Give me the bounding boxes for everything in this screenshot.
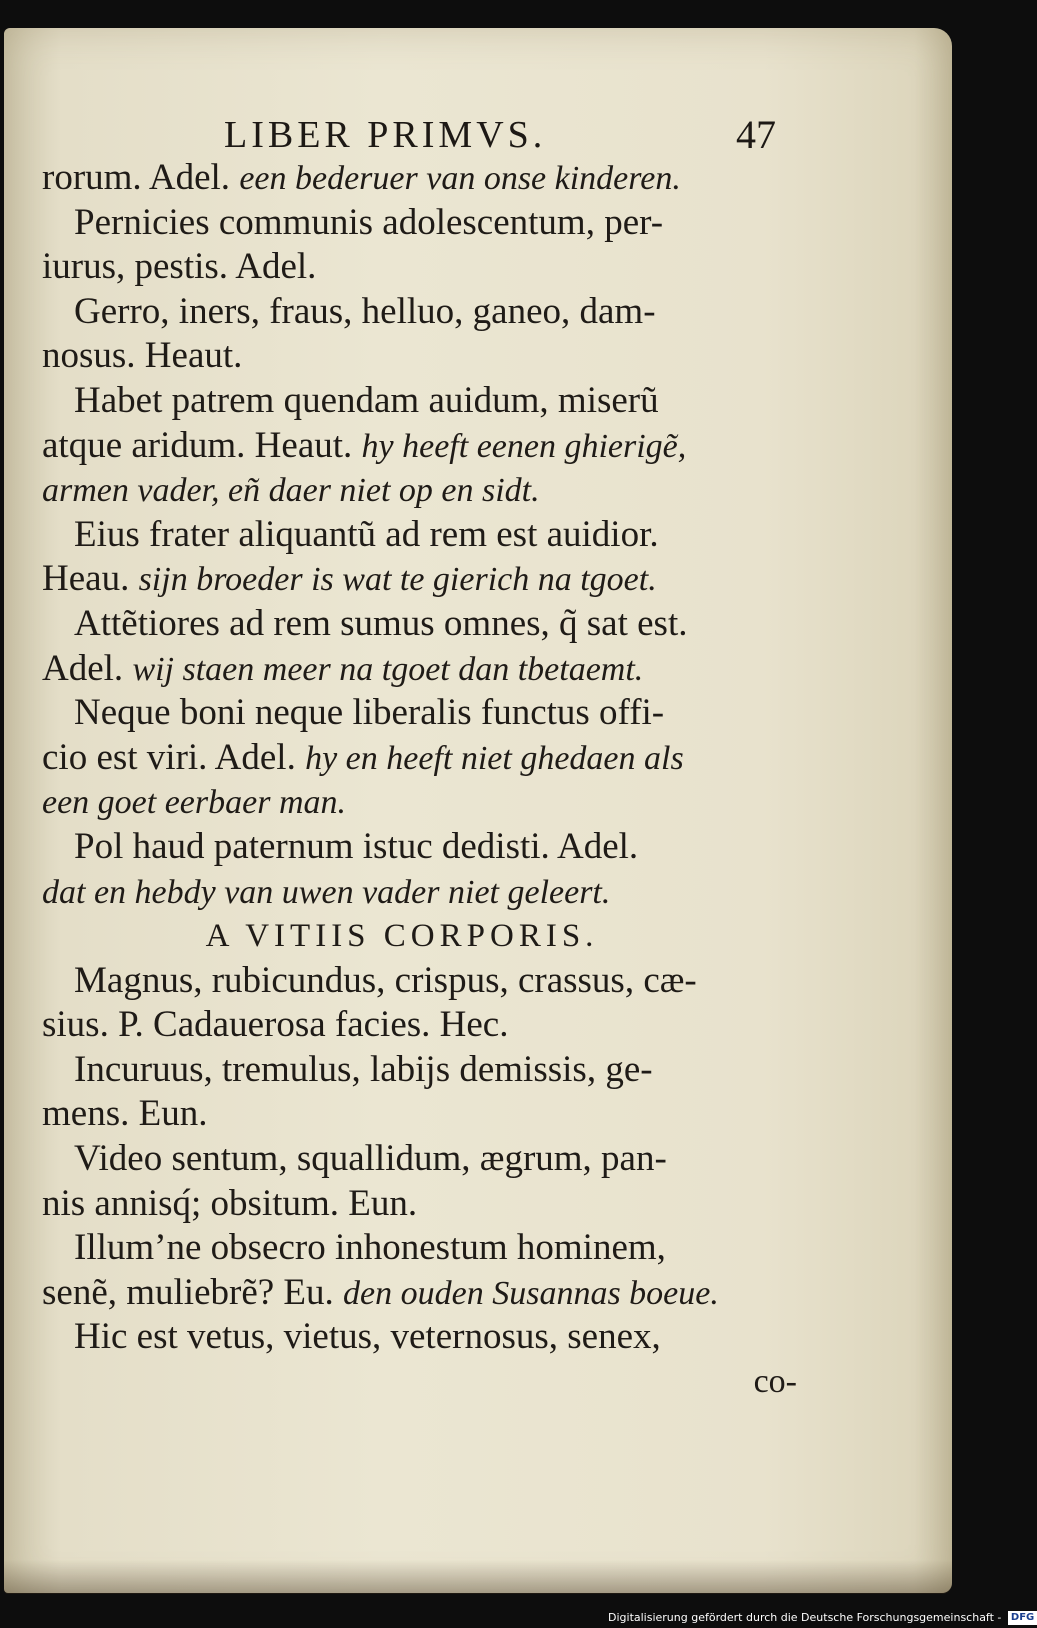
text-line (42, 602, 802, 647)
running-head (4, 113, 952, 157)
text-line (42, 959, 802, 1004)
text-line (42, 825, 802, 870)
latin-text: Eius frater aliquantũ ad rem est auidior. (74, 513, 659, 555)
text-line (42, 1003, 802, 1048)
text-line (42, 1048, 802, 1093)
text-line (42, 1226, 802, 1271)
latin-text: sius. P. Cadauerosa facies. Hec. (42, 1004, 509, 1046)
latin-text: Habet patrem quendam auidum, miserũ (74, 379, 659, 421)
text-line (42, 1315, 802, 1360)
latin-text: iurus, pestis. Adel. (42, 246, 317, 288)
book-page (4, 28, 952, 1593)
text-line (42, 290, 802, 335)
page-number: 47 (736, 112, 776, 157)
text-line (42, 424, 802, 469)
credit-text: Digitalisierung gefördert durch die Deutsche Forschungsgemeinschaft - (608, 1611, 1002, 1624)
dutch-translation: armen vader, eñ daer niet op en sidt. (42, 472, 540, 510)
text-line (42, 1271, 802, 1316)
latin-text: A VITIIS CORPORIS. (205, 918, 599, 955)
latin-text: Gerro, iners, fraus, helluo, ganeo, dam- (74, 290, 656, 332)
text-line (42, 1182, 802, 1227)
latin-text: Pernicies communis adolescentum, per- (74, 201, 664, 243)
text-line (42, 201, 802, 246)
latin-text: Hic est vetus, vietus, veternosus, senex, (74, 1316, 661, 1358)
latin-text: senẽ, muliebrẽ? Eu. (42, 1271, 344, 1313)
latin-text: Attẽtiores ad rem sumus omnes, q̃ sat est. (74, 602, 688, 644)
latin-text: Video sentum, squallidum, ægrum, pan- (74, 1138, 667, 1180)
latin-text: Incuruus, tremulus, labijs demissis, ge- (74, 1048, 653, 1090)
text-line (42, 691, 802, 736)
text-line (42, 468, 802, 513)
dutch-translation: een goet eerbaer man. (42, 784, 347, 822)
latin-text: Heau. (42, 558, 139, 600)
text-line (42, 513, 802, 558)
latin-text: Magnus, rubicundus, crispus, crassus, cæ- (74, 959, 697, 1001)
text-line (42, 334, 802, 379)
latin-text: cio est viri. Adel. (42, 736, 306, 778)
text-line (42, 736, 802, 781)
latin-text: mens. Eun. (42, 1093, 208, 1135)
latin-text: rorum. Adel. (42, 157, 240, 198)
text-line (42, 780, 802, 825)
running-title: LIBER PRIMVS. (224, 114, 547, 156)
dutch-translation: wij staen meer na tgoet dan tbetaemt. (132, 650, 644, 688)
text-line (42, 647, 802, 692)
latin-text: atque aridum. Heaut. (42, 424, 362, 466)
dutch-translation: een bederuer van onse kinderen. (239, 160, 681, 197)
text-line (42, 245, 802, 290)
dutch-translation: hy heeft eenen ghierigẽ, (361, 427, 687, 465)
section-heading (42, 914, 762, 959)
text-line (42, 557, 802, 602)
latin-text: nis annisq́; obsitum. Eun. (42, 1182, 418, 1224)
digitization-credit (608, 1609, 1037, 1627)
text-line (42, 379, 802, 424)
latin-text: Adel. (42, 647, 133, 689)
dfg-logo: DFG (1008, 1611, 1037, 1625)
latin-text: Neque boni neque liberalis functus offi- (74, 692, 665, 734)
catchword: co- (753, 1363, 797, 1401)
dutch-translation: den ouden Susannas boeue. (343, 1274, 719, 1312)
text-line (42, 870, 802, 915)
latin-text: Illum’ne obsecro inhonestum hominem, (74, 1227, 666, 1269)
page-edge-shadow (4, 1560, 952, 1594)
text-line (42, 1092, 802, 1137)
dutch-translation: sijn broeder is wat te gierich na tgoet. (138, 561, 657, 599)
dutch-translation: hy en heeft niet ghedaen als (305, 739, 684, 777)
latin-text: nosus. Heaut. (42, 335, 243, 377)
text-line (42, 1137, 802, 1182)
latin-text: Pol haud paternum istuc dedisti. Adel. (74, 825, 639, 867)
text-body (42, 156, 802, 1405)
dutch-translation: dat en hebdy van uwen vader niet geleert. (42, 873, 611, 911)
text-line (42, 156, 802, 201)
